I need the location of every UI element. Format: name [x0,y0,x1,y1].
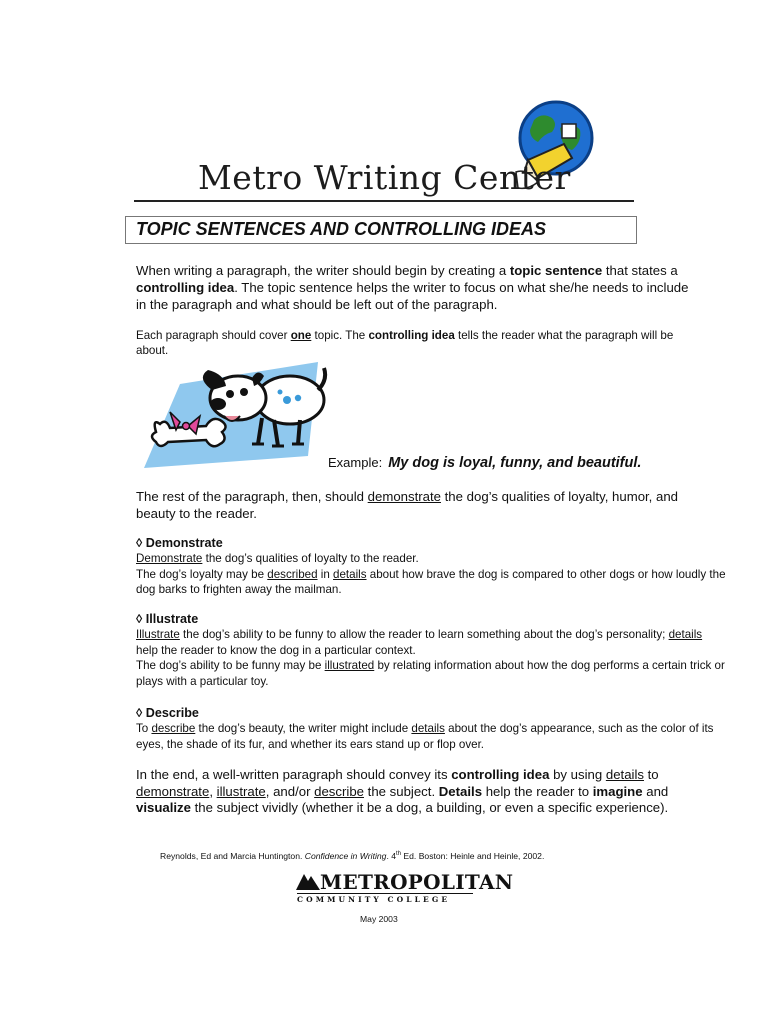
intro-paragraph-2: Each paragraph should cover one topic. The controlling idea tells the reader what the paragraph will be about. [136,329,674,357]
dog-illustration [140,360,330,470]
conclusion-paragraph: In the end, a well-written paragraph should convey its controlling idea by using details to demonstrate, illustrate, and/or describe the subject. Details help the reader to imagine and visualize the subject vividly (whether it be a dog, a building, or even a specific experience). [136,767,669,815]
citation: Reynolds, Ed and Marcia Huntington. Confidence in Writing. 4th Ed. Boston: Heinle and Heinle, 2002. [160,851,545,861]
header-divider [134,200,634,202]
footer-logo-subtitle: COMMUNITY COLLEGE [297,893,473,904]
example-line [328,455,641,471]
example-sentence: My dog is loyal, funny, and beautiful. [388,455,642,471]
example-label: Example: [328,455,383,470]
rest-paragraph: The rest of the paragraph, then, should demonstrate the dog’s qualities of loyalty, humor, and beauty to the reader. [136,489,679,521]
section-illustrate: ◊ Illustrate Illustrate the dog’s ability to be funny to allow the reader to learn something about the dog’s personality; details help the reader to know the dog in a particular context. The dog’s ability to be funny may be illustrated by relating information about how the dog performs a certain trick or plays with a particular toy. [136,612,725,688]
section-heading: ◊ Illustrate [136,612,199,626]
document-title: TOPIC SENTENCES AND CONTROLLING IDEAS [125,216,637,244]
section-heading: ◊ Demonstrate [136,536,223,550]
footer-date: May 2003 [360,914,398,924]
intro-paragraph: When writing a paragraph, the writer should begin by creating a topic sentence that states a controlling idea. The topic sentence helps the writer to focus on what she/he needs to include in the paragraph and what should be left out of the paragraph. [136,263,689,312]
mountain-logo-icon [296,872,320,890]
header-title: Metro Writing Center [198,158,571,197]
section-demonstrate: ◊ Demonstrate Demonstrate the dog’s qualities of loyalty to the reader. The dog’s loyalty may be described in details about how brave the dog is compared to other dogs or how loudly the dog barks to frighten away the mailman. [136,536,726,597]
footer-logo-text: METROPOLITAN [320,870,514,894]
section-heading: ◊ Describe [136,706,199,720]
section-describe: ◊ Describe To describe the dog’s beauty, the writer might include details about the dog’s appearance, such as the color of its eyes, the shade of its fur, and whether its ears stand up or flop over. [136,706,726,752]
